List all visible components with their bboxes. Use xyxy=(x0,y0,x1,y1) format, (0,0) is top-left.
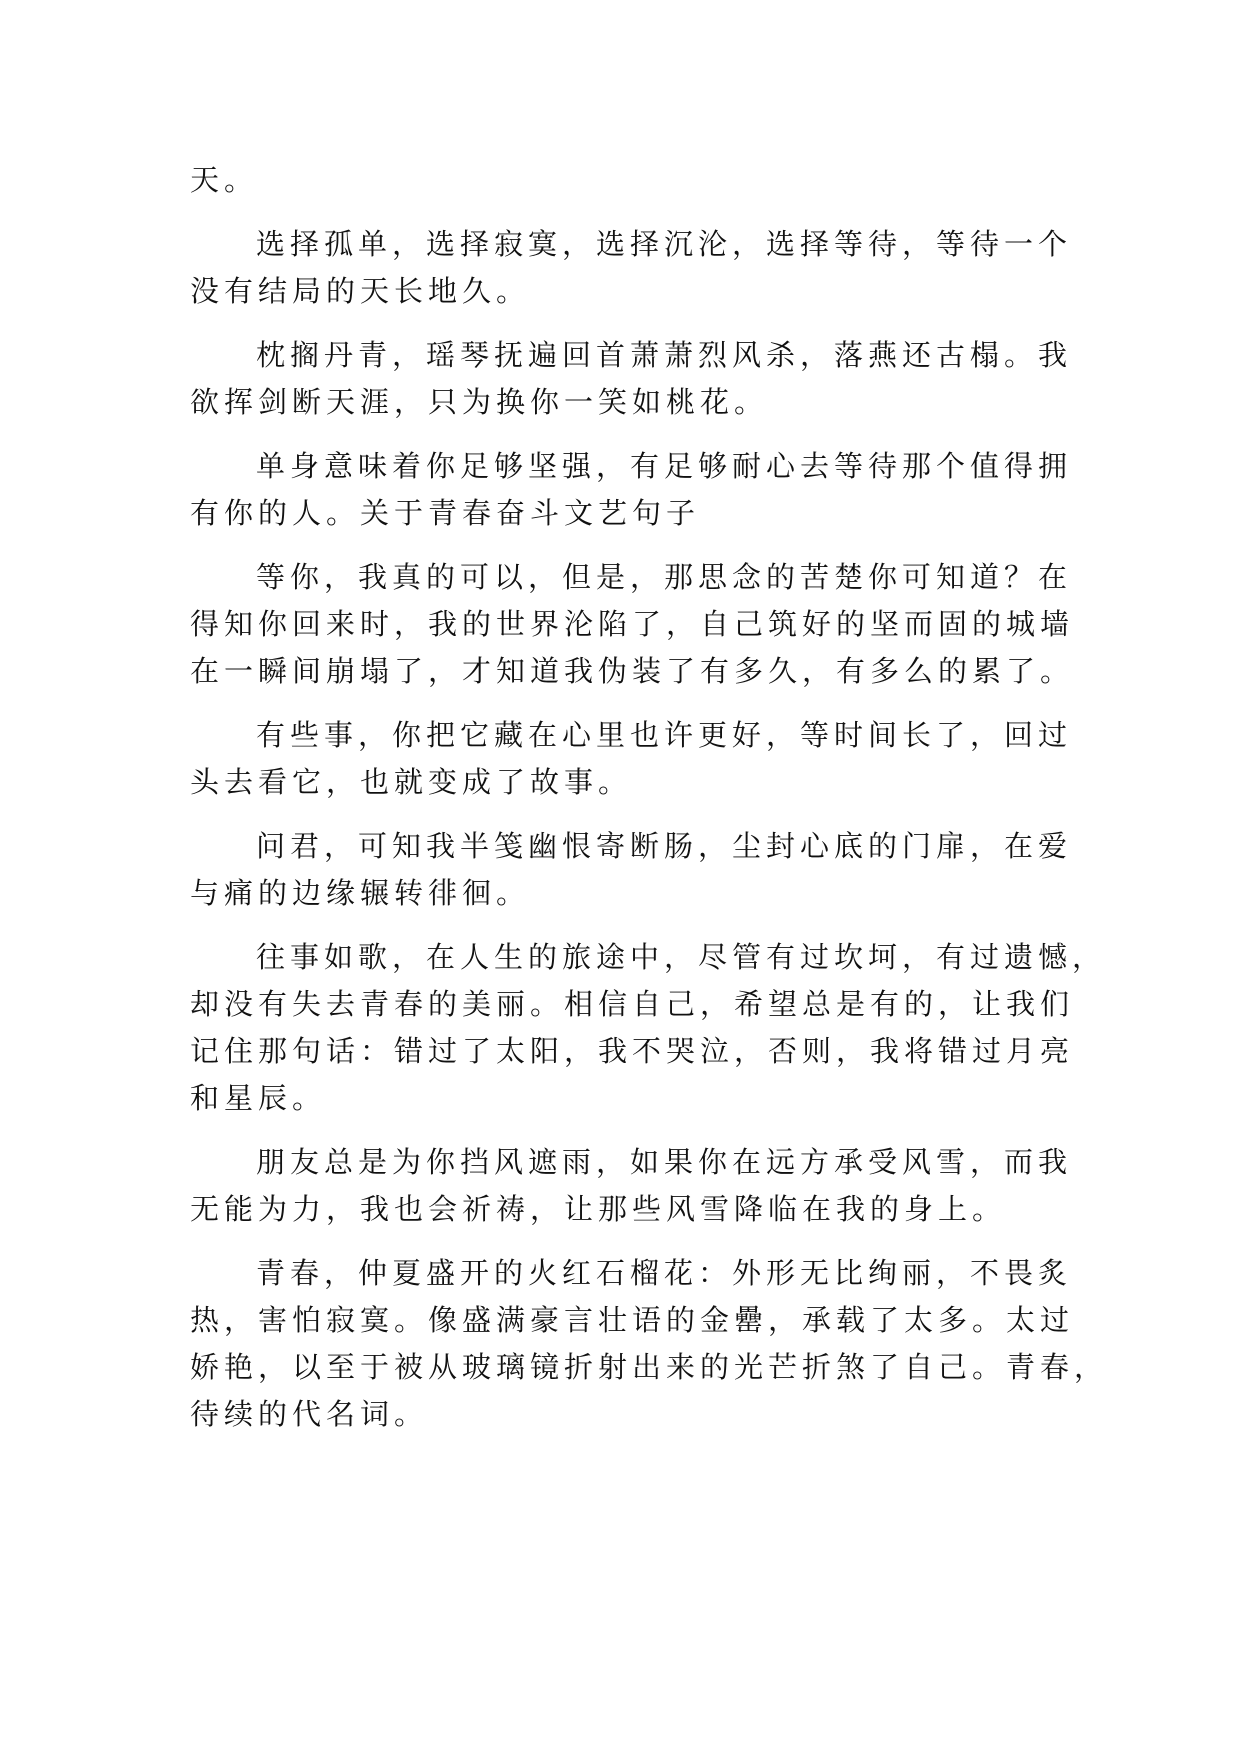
text-line: 单身意味着你足够坚强，有足够耐心去等待那个值得拥 xyxy=(256,449,1073,483)
text-line: 与痛的边缘辗转徘徊。 xyxy=(190,876,531,910)
text-line: 热，害怕寂寞。像盛满豪言壮语的金罍，承载了太多。太过 xyxy=(190,1303,1075,1337)
text-line: 和星辰。 xyxy=(190,1081,327,1115)
text-line: 无能为力，我也会祈祷，让那些风雪降临在我的身上。 xyxy=(190,1192,1007,1226)
text-line: 枕搁丹青，瑶琴抚遍回首萧萧烈风杀，落燕还古榻。我 xyxy=(256,338,1073,372)
text-line: 往事如歌，在人生的旅途中，尽管有过坎坷，有过遗憾， xyxy=(256,940,1107,974)
text-line: 问君，可知我半笺幽恨寄断肠，尘封心底的门扉，在爱 xyxy=(256,829,1073,863)
text-line: 头去看它，也就变成了故事。 xyxy=(190,765,633,799)
text-line: 却没有失去青春的美丽。相信自己，希望总是有的，让我们 xyxy=(190,987,1075,1021)
text-line: 选择孤单，选择寂寞，选择沉沦，选择等待，等待一个 xyxy=(256,227,1073,261)
text-line: 朋友总是为你挡风遮雨，如果你在远方承受风雪，而我 xyxy=(256,1145,1073,1179)
text-line: 记住那句话：错过了太阳，我不哭泣，否则，我将错过月亮 xyxy=(190,1034,1075,1068)
text-line: 欲挥剑断天涯，只为换你一笑如桃花。 xyxy=(190,385,769,419)
text-line: 等你，我真的可以，但是，那思念的苦楚你可知道？在 xyxy=(256,560,1073,594)
text-line: 得知你回来时，我的世界沦陷了，自己筑好的坚而固的城墙 xyxy=(190,607,1075,641)
document-body xyxy=(190,157,1109,1438)
text-line: 娇艳，以至于被从玻璃镜折射出来的光芒折煞了自己。青春， xyxy=(190,1350,1109,1384)
text-line: 有你的人。关于青春奋斗文艺句子 xyxy=(190,496,701,530)
text-line: 待续的代名词。 xyxy=(190,1397,429,1431)
text-line: 天。 xyxy=(190,163,259,197)
text-line: 没有结局的天长地久。 xyxy=(190,274,531,308)
text-line: 有些事，你把它藏在心里也许更好，等时间长了，回过 xyxy=(256,718,1073,752)
text-line: 在一瞬间崩塌了，才知道我伪装了有多久，有多么的累了。 xyxy=(190,654,1075,688)
text-line: 青春，仲夏盛开的火红石榴花：外形无比绚丽，不畏炙 xyxy=(256,1256,1073,1290)
